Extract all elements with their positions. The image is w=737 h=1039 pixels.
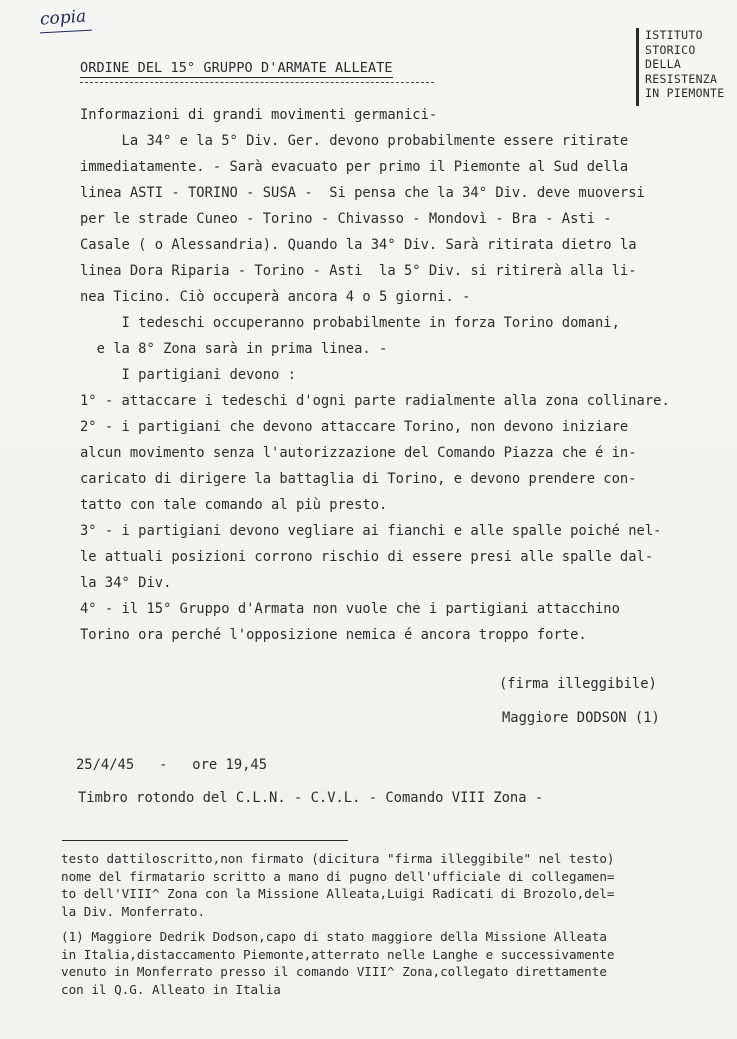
- body-line: e la 8° Zona sarà in prima linea. -: [80, 341, 388, 357]
- handwritten-note: copia: [39, 6, 87, 30]
- body-line: 1° - attaccare i tedeschi d'ogni parte radialmente alla zona collinare.: [80, 393, 670, 409]
- footnote-line: con il Q.G. Alleato in Italia: [61, 981, 281, 997]
- body-line: 2° - i partigiani che devono attaccare Torino, non devono iniziare: [80, 419, 629, 435]
- body-line: Informazioni di grandi movimenti germanici-: [80, 107, 438, 123]
- body-line: linea ASTI - TORINO - SUSA - Si pensa che la 34° Div. deve muoversi: [80, 185, 645, 201]
- body-line: per le strade Cuneo - Torino - Chivasso - Mondovì - Bra - Asti -: [80, 211, 612, 227]
- footnote-line: nome del firmatario scritto a mano di pugno dell'ufficiale di collegamen=: [61, 868, 615, 884]
- footnote-line: venuto in Monferrato presso il comando VIII^ Zona,collegato direttamente: [61, 964, 607, 979]
- body-line: Casale ( o Alessandria). Quando la 34° Div. Sarà ritirata dietro la: [80, 237, 637, 253]
- stamp-line: ISTITUTO: [645, 28, 703, 42]
- archive-stamp: [636, 28, 732, 106]
- footnotes: [61, 850, 737, 998]
- stamp-line: RESISTENZA: [645, 71, 718, 86]
- body-line: 3° - i partigiani devono vegliare ai fianchi e alle spalle poiché nel-: [80, 523, 662, 539]
- footnote-line: testo dattiloscritto,non firmato (dicitura "firma illeggibile" nel testo): [61, 851, 615, 866]
- body-line: alcun movimento senza l'autorizzazione del Comando Piazza che é in-: [80, 445, 637, 461]
- signature-illegible: (firma illeggibile): [499, 676, 657, 692]
- body-line: la 34° Div.: [80, 575, 172, 591]
- document-body: [80, 102, 737, 648]
- stamp-line: DELLA: [645, 57, 682, 71]
- body-line: nea Ticino. Ciò occuperà ancora 4 o 5 giorni. -: [80, 289, 471, 305]
- signature-name: Maggiore DODSON (1): [502, 710, 660, 726]
- body-line: I partigiani devono :: [80, 367, 296, 383]
- footnote-line: (1) Maggiore Dedrik Dodson,capo di stato maggiore della Missione Alleata: [61, 929, 607, 944]
- body-line: 4° - il 15° Gruppo d'Armata non vuole che i partigiani attacchino: [80, 601, 620, 617]
- footnote-line: to dell'VIII^ Zona con la Missione Alleata,Luigi Radicati di Brozolo,del=: [61, 886, 615, 901]
- title-double-underline: [80, 82, 434, 83]
- body-line: Torino ora perché l'opposizione nemica é ancora troppo forte.: [80, 627, 587, 643]
- stamp-line: STORICO: [645, 42, 696, 57]
- body-line: immediatamente. - Sarà evacuato per primo il Piemonte al Sud della: [80, 159, 629, 175]
- date-line: 25/4/45 - ore 19,45: [76, 757, 268, 773]
- body-line: le attuali posizioni corrono rischio di essere presi alle spalle dal-: [80, 549, 654, 565]
- footnote-line: in Italia,distaccamento Piemonte,atterrato nelle Langhe e successivamente: [61, 946, 615, 962]
- footnote-divider: [62, 840, 348, 841]
- body-line: tatto con tale comando al più presto.: [80, 497, 388, 513]
- body-line: I tedeschi occuperanno probabilmente in forza Torino domani,: [80, 315, 620, 331]
- body-line: La 34° e la 5° Div. Ger. devono probabilmente essere ritirate: [80, 133, 629, 149]
- body-line: caricato di dirigere la battaglia di Torino, e devono prendere con-: [80, 471, 637, 487]
- handwritten-underline: [40, 30, 92, 34]
- body-line: linea Dora Riparia - Torino - Asti la 5° Div. si ritirerà alla li-: [80, 263, 637, 279]
- stamp-description: Timbro rotondo del C.L.N. - C.V.L. - Comando VIII Zona -: [78, 790, 544, 806]
- stamp-line: IN PIEMONTE: [645, 86, 725, 100]
- footnote-gap: [61, 920, 737, 928]
- footnote-line: la Div. Monferrato.: [61, 903, 206, 919]
- document-title: ORDINE DEL 15° GRUPPO D'ARMATE ALLEATE: [80, 60, 393, 76]
